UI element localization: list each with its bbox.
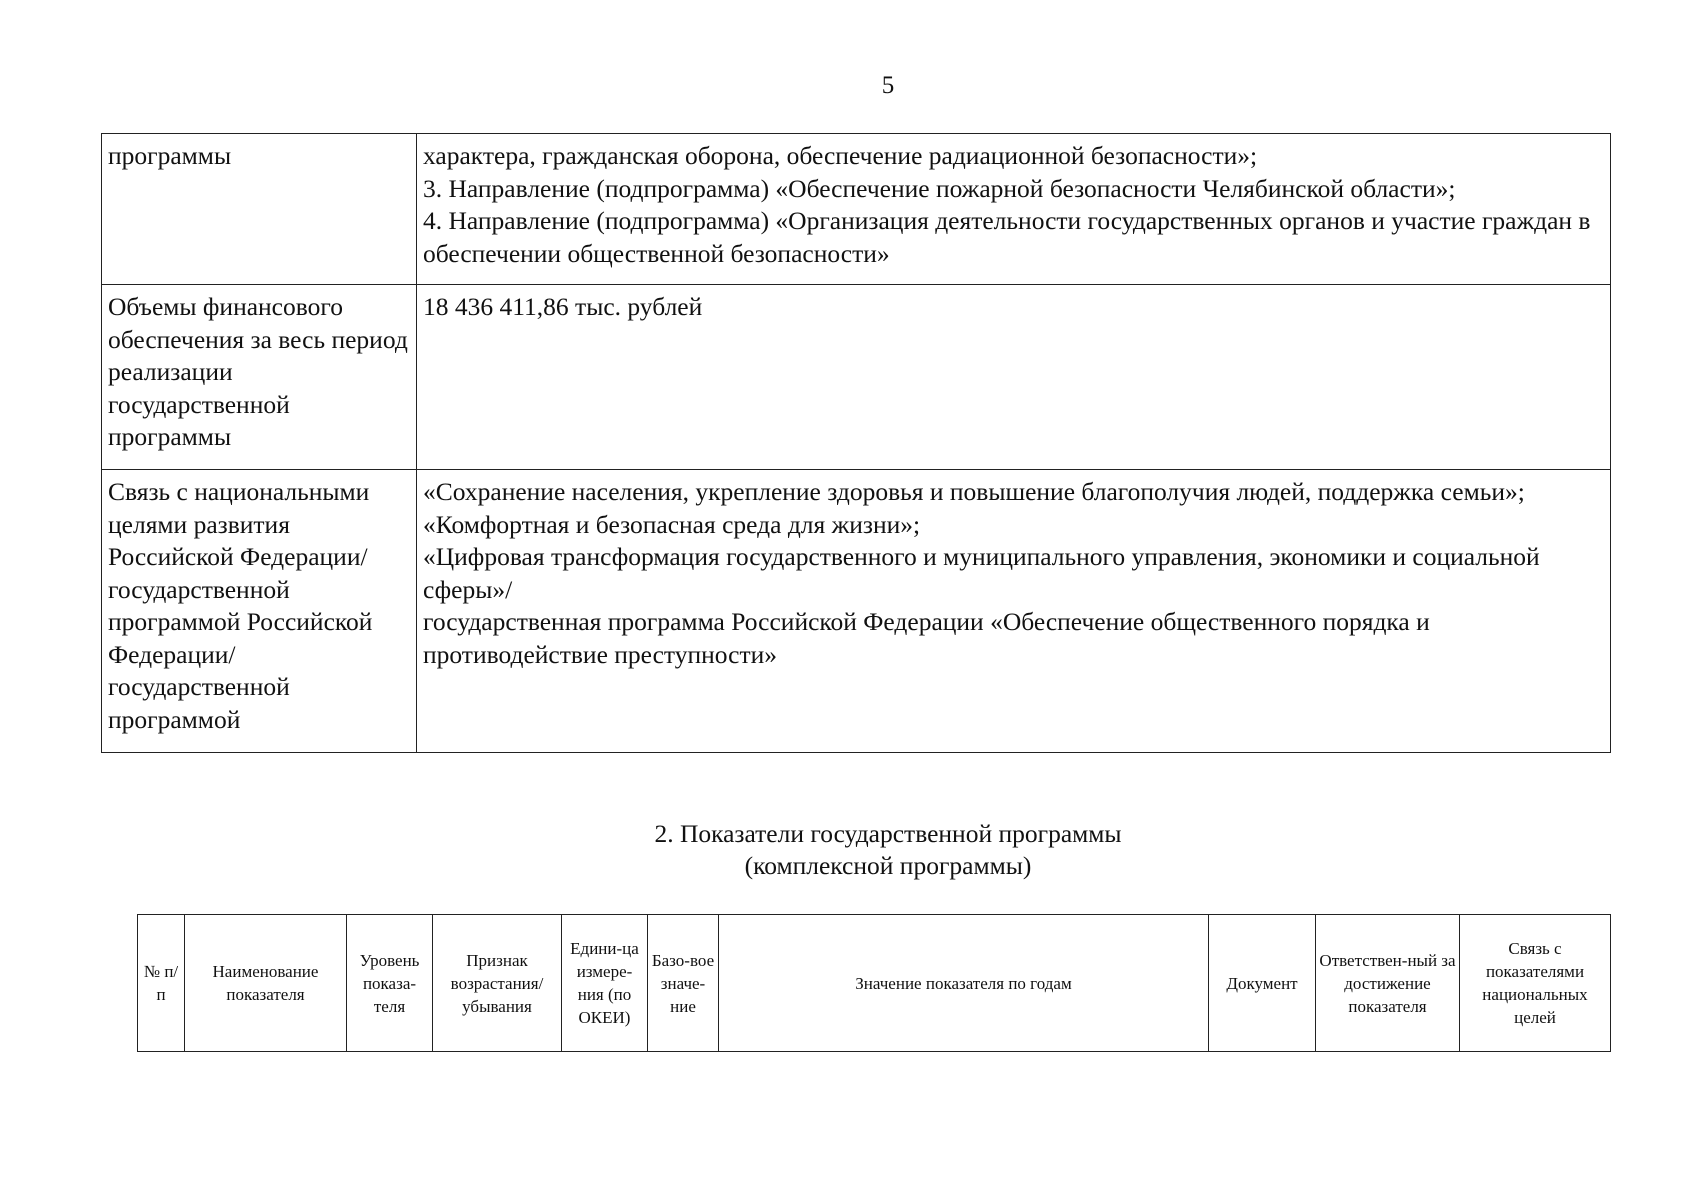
program-passport-table (101, 133, 1611, 753)
row-label: программы (102, 134, 417, 285)
header-cell-number: № п/п (138, 915, 185, 1052)
indicators-table (137, 914, 1611, 1052)
table-header-row (138, 915, 1611, 1052)
header-cell-national-goals: Связь с показателями национальных целей (1460, 915, 1611, 1052)
row-label: Связь с национальными целями развития Российской Федерации/ государственной программой Российской Федерации/ государственной программой (102, 470, 417, 753)
header-cell-unit: Едини-ца измере-ния (по ОКЕИ) (562, 915, 648, 1052)
section-title (0, 818, 1698, 882)
header-cell-base: Базо-вое значе-ние (648, 915, 719, 1052)
value-line: государственная программа Российской Федерации «Обеспечение общественного порядка и противодействие преступности» (423, 607, 1437, 669)
header-cell-name: Наименование показателя (185, 915, 347, 1052)
section-title-line: 2. Показатели государственной программы (654, 819, 1122, 848)
table-row (102, 285, 1611, 470)
header-cell-document: Документ (1209, 915, 1316, 1052)
value-line: «Цифровая трансформация государственного и муниципального управления, экономики и социальной сферы»/ (423, 542, 1547, 604)
value-line: характера, гражданская оборона, обеспечение радиационной безопасности»; (423, 141, 1258, 170)
table-row (102, 134, 1611, 285)
value-line: «Комфортная и безопасная среда для жизни»; (423, 509, 921, 539)
row-label: Объемы финансового обеспечения за весь период реализации государственной программы (102, 285, 417, 470)
header-cell-yearly-values: Значение показателя по годам (719, 915, 1209, 1052)
table-row (102, 470, 1611, 753)
header-cell-responsible: Ответствен-ный за достижение показателя (1316, 915, 1460, 1052)
value-line: 18 436 411,86 тыс. рублей (423, 292, 703, 321)
section-subtitle-line: (комплексной программы) (744, 851, 1032, 880)
value-line: 4. Направление (подпрограмма) «Организация деятельности государственных органов и участие граждан в обеспечении общественной безопасности» (423, 206, 1597, 268)
row-value (417, 470, 1611, 753)
row-value (417, 134, 1611, 285)
row-value (417, 285, 1611, 470)
header-cell-trend: Признак возрастания/ убывания (433, 915, 562, 1052)
header-cell-level: Уровень показа-теля (347, 915, 433, 1052)
value-line: 3. Направление (подпрограмма) «Обеспечение пожарной безопасности Челябинской области»; (423, 173, 1456, 203)
page-number: 5 (881, 72, 895, 99)
value-line: «Сохранение населения, укрепление здоровья и повышение благополучия людей, поддержка семьи»; (423, 477, 1525, 506)
